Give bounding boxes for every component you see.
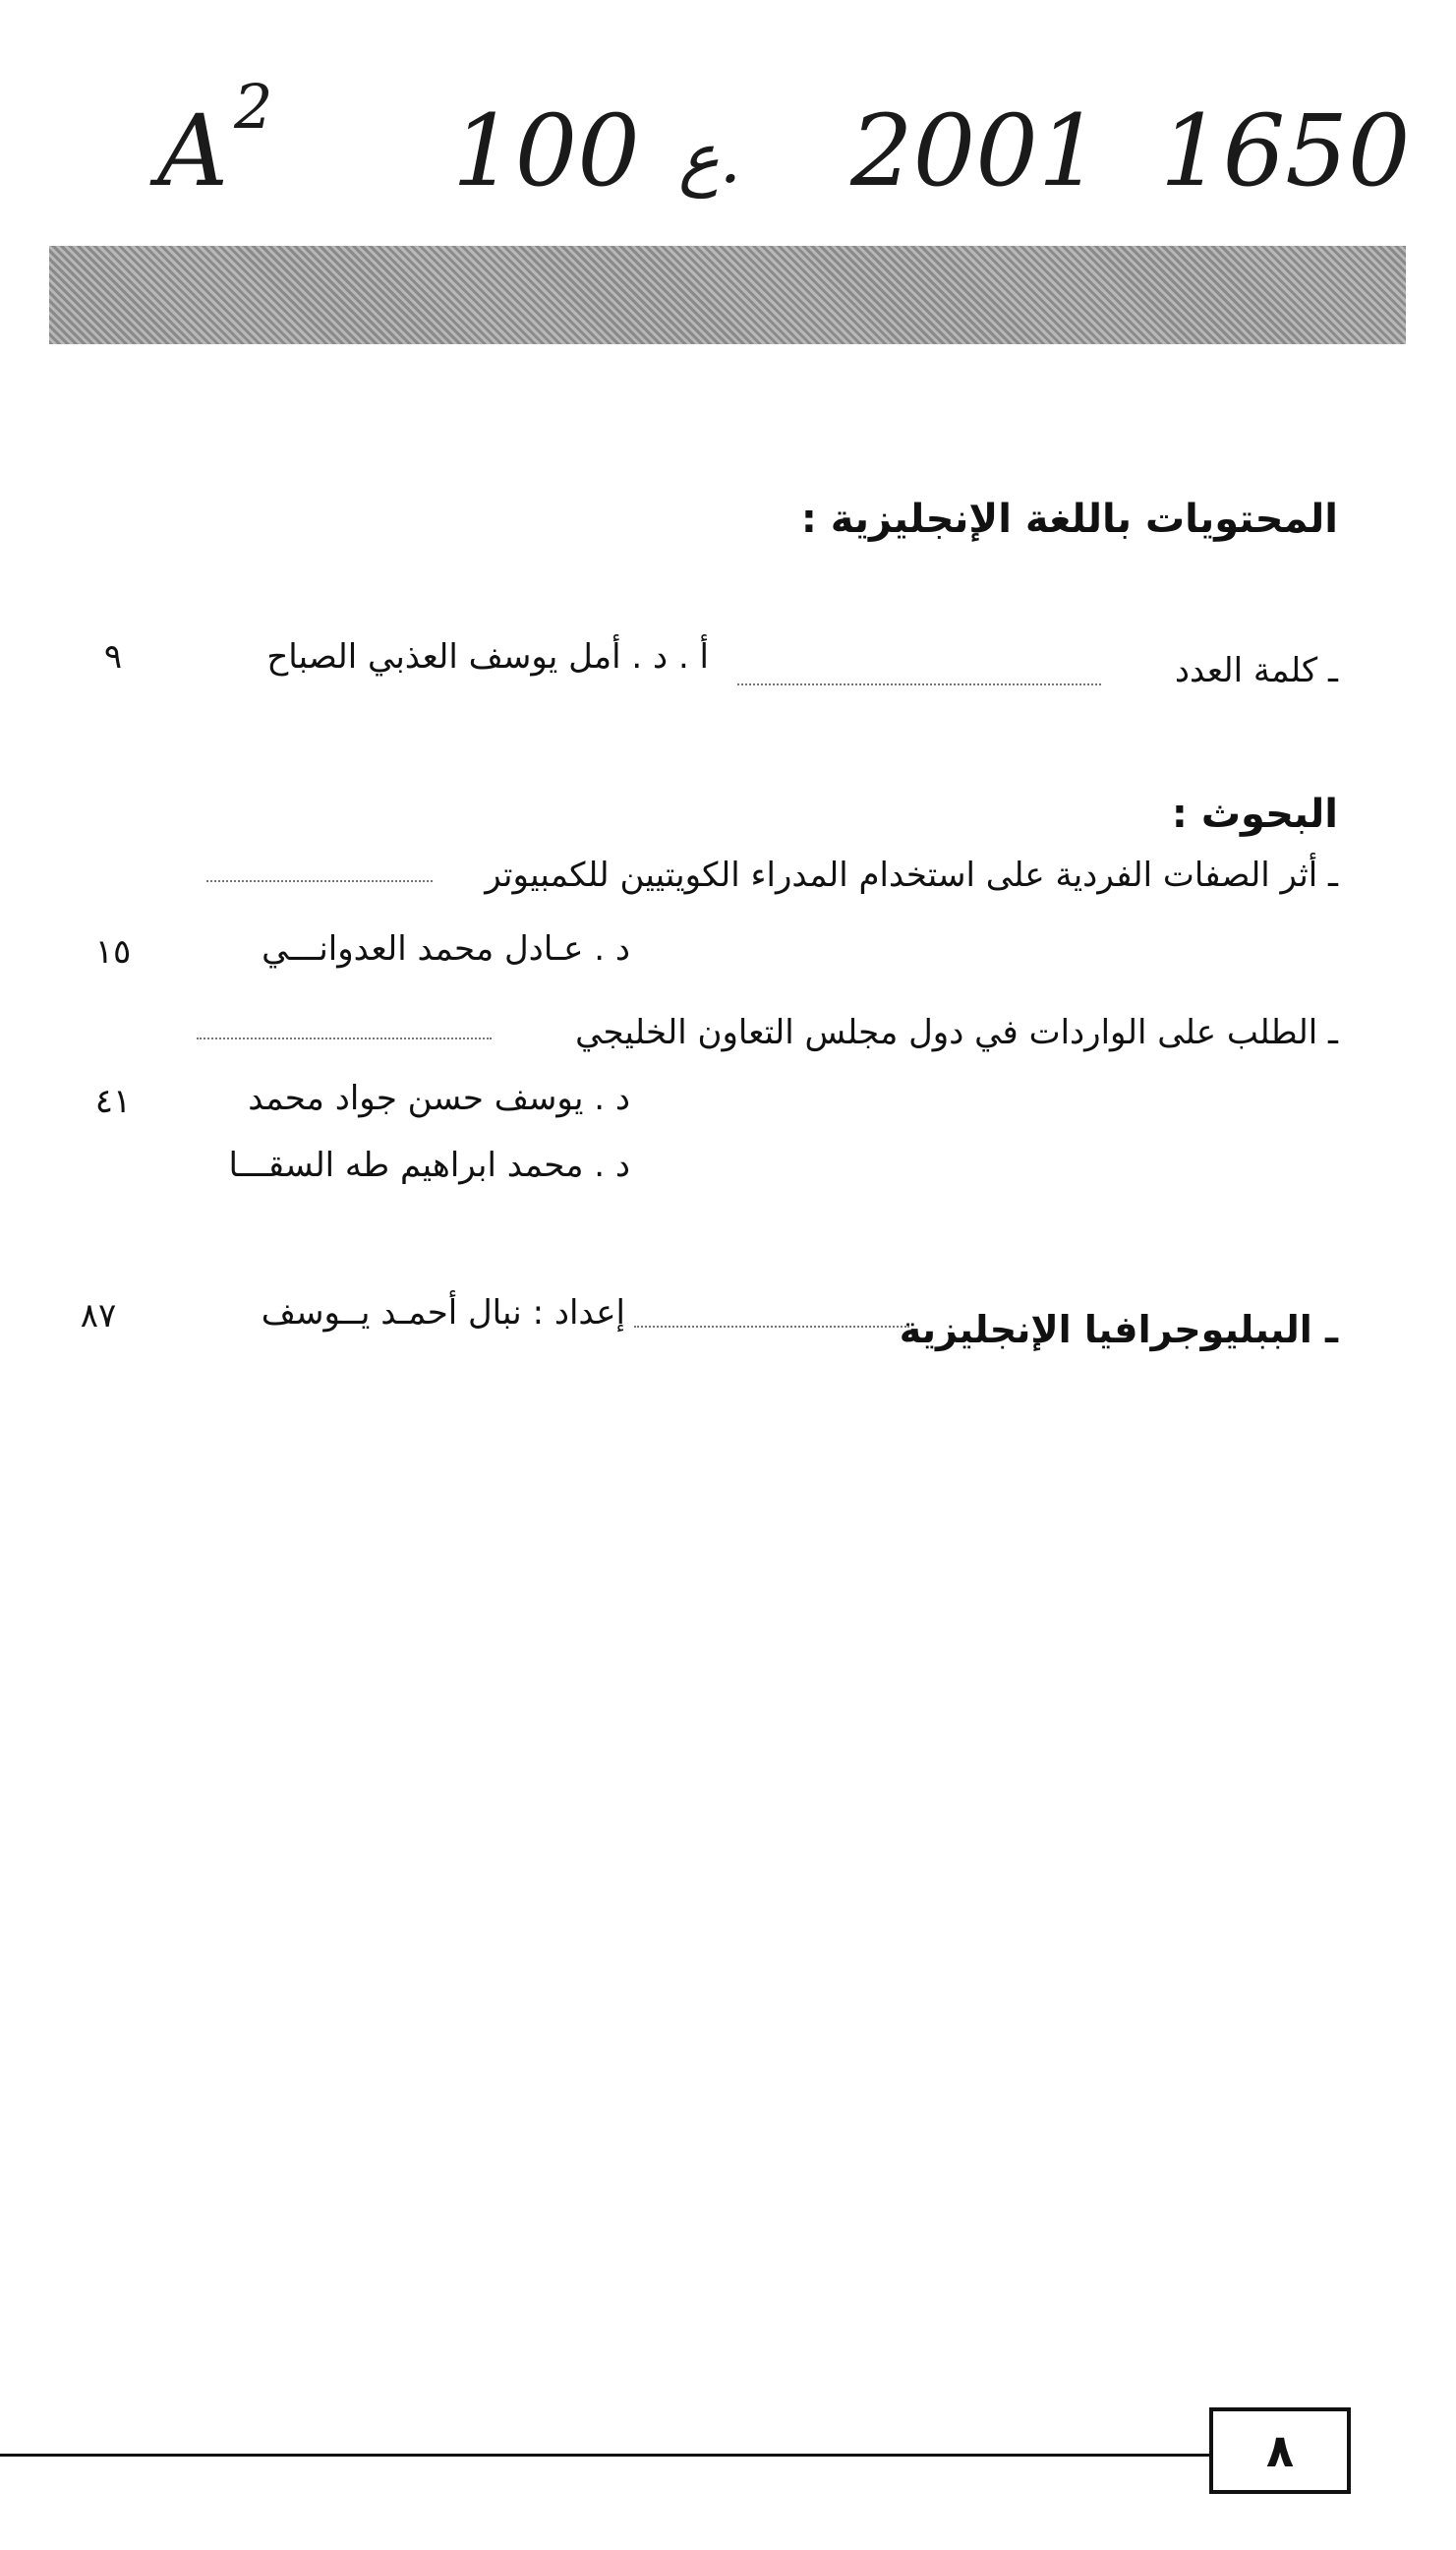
handwritten-mark-a-superscript: 2	[234, 71, 273, 143]
footer-rule	[0, 2454, 1209, 2457]
editorial-author: أ . د . أمل يوسف العذبي الصباح	[266, 637, 709, 677]
article-1-page-number: ١٥	[94, 932, 132, 972]
article-1-author: د . عـادل محمد العدوانـــي	[262, 929, 630, 969]
handwritten-year: 2001	[850, 93, 1101, 208]
editorial-leader	[737, 683, 1101, 685]
article-1-title: ـ أثر الصفات الفردية على استخدام المدراء الكويتيين للكمبيوتر	[485, 856, 1338, 895]
handwritten-mark-a: A	[157, 93, 229, 208]
handwritten-number-1: 100	[452, 93, 640, 208]
editorial-label: ـ كلمة العدد	[1174, 651, 1338, 690]
bibliography-page-number: ٨٧	[80, 1296, 117, 1335]
bibliography-leader	[634, 1326, 909, 1328]
article-2-leader	[197, 1038, 492, 1039]
handwritten-letter: .ع	[678, 118, 742, 199]
footer-page-number: ٨	[1209, 2407, 1351, 2494]
research-heading: البحوث :	[1171, 792, 1338, 837]
handwritten-number-2: 1650	[1160, 93, 1411, 208]
article-2-title: ـ الطلب على الواردات في دول مجلس التعاون الخليجي	[575, 1013, 1338, 1052]
editorial-page-number: ٩	[103, 637, 123, 677]
bibliography-label: ـ الببليوجرافيا الإنجليزية	[899, 1308, 1338, 1351]
article-2-author-2: د . محمد ابراهيم طه السقـــا	[228, 1146, 630, 1185]
contents-title: المحتويات باللغة الإنجليزية :	[800, 497, 1338, 542]
article-1-leader	[206, 880, 433, 882]
bibliography-prepared-by: إعداد : نبال أحمـد يــوسف	[261, 1293, 625, 1333]
header-band	[49, 246, 1406, 344]
article-2-author-1: د . يوسف حسن جواد محمد	[248, 1079, 630, 1118]
article-2-page-number: ٤١	[94, 1082, 132, 1121]
